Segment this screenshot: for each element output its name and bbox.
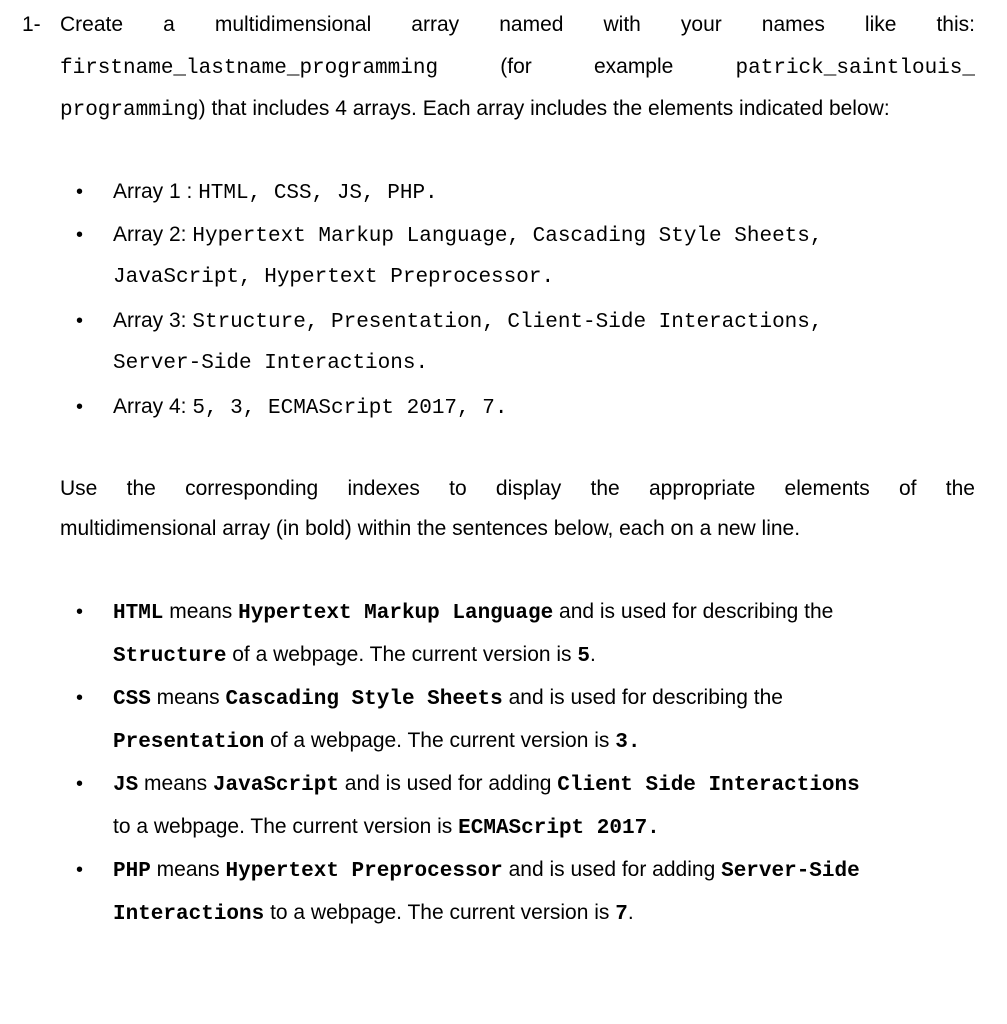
sentence-html [0,599,955,668]
intro-line-3-text: ) that includes 4 arrays. Each array includes the elements indicated below: [198,97,890,120]
sentence-css-line1 [113,685,955,711]
text: and is used for adding [502,858,722,881]
html-version: 5 [577,645,591,668]
instruction-paragraph [60,476,975,558]
js-version: ECMAScript 2017. [458,817,660,840]
intro-line-3 [60,96,975,122]
array-4-label: Array 4: [113,395,187,418]
bullet: • [76,310,84,332]
bullet: • [76,601,84,623]
php-version: 7 [615,903,628,926]
array-3-row [113,308,955,334]
sentence-css [0,685,955,754]
sentence-html-line2 [113,642,955,668]
array-1-elements: HTML, CSS, JS, PHP. [198,182,438,205]
array-3-elements-line2: Server-Side Interactions. [113,352,429,375]
php-role-cont: Interactions [113,903,265,926]
bullet: • [76,224,84,246]
js-full-name: JavaScript [212,774,339,797]
array-1-label: Array 1 : [113,180,193,203]
text: of a webpage. The current version is [226,643,578,666]
example-name-code: patrick_saintlouis_ [735,57,975,80]
instruction-line-1: Use the corresponding indexes to display the appropriate elements of the [60,477,975,500]
sentence-css-line2 [113,728,955,754]
sentence-js-line2 [113,814,955,840]
text: and is used for describing the [553,600,834,623]
instruction-line-2: multidimensional array (in bold) within the sentences below, each on a new line. [60,517,801,540]
text: means [150,858,226,881]
bullet: • [76,773,84,795]
text: . [627,901,634,924]
text: means [150,686,226,709]
js-abbr: JS [113,774,139,797]
html-role: Structure [113,645,227,668]
for-example-text: (for example [500,55,674,78]
array-2-elements-line1: Hypertext Markup Language, Cascading Style Sheets, [192,225,823,248]
array-3-label: Array 3: [113,309,187,332]
php-abbr: PHP [113,860,151,883]
sentence-php-line2 [113,900,955,926]
css-full-name: Cascading Style Sheets [225,688,503,711]
php-role: Server-Side [721,860,860,883]
sentence-php [0,857,955,926]
sentence-html-line1 [113,599,955,625]
example-name-code-end: programming [60,99,199,122]
array-2-item [0,222,955,291]
array-1-item [0,179,955,205]
php-full-name: Hypertext Preprocessor [225,860,503,883]
sentence-php-line1 [113,857,955,883]
question-intro [60,12,975,138]
text: and is used for adding [338,772,558,795]
html-full-name: Hypertext Markup Language [238,602,554,625]
bullet: • [76,181,84,203]
sentence-js [0,771,955,840]
array-4-elements: 5, 3, ECMAScript 2017, 7. [192,397,508,420]
sentence-js-line1 [113,771,955,797]
array-4-row [113,394,955,420]
sentence-list [0,599,955,926]
text: to a webpage. The current version is [113,815,459,838]
array-3-elements-line1: Structure, Presentation, Client-Side Interactions, [192,311,823,334]
text: means [138,772,213,795]
intro-line-2 [60,54,975,80]
question-number: 1- [22,13,41,36]
array-3-item [0,308,955,377]
bullet: • [76,859,84,881]
html-abbr: HTML [113,602,164,625]
array-1-row [113,179,955,205]
text: means [163,600,239,623]
bullet: • [76,396,84,418]
intro-line-1: Create a multidimensional array named with your names like this: [60,13,975,36]
text: of a webpage. The current version is [264,729,616,752]
array-list [0,179,955,420]
naming-pattern-code: firstname_lastname_programming [60,57,439,80]
text: to a webpage. The current version is [264,901,616,924]
css-role: Presentation [113,731,265,754]
array-2-elements-line2: JavaScript, Hypertext Preprocessor. [113,266,555,289]
array-4-item [0,394,955,420]
js-role: Client Side Interactions [557,774,860,797]
text: . [590,643,596,666]
css-version: 3. [615,731,641,754]
array-2-row [113,222,953,248]
text: and is used for describing the [502,686,783,709]
array-2-label: Array 2: [113,223,187,246]
bullet: • [76,687,84,709]
css-abbr: CSS [113,688,151,711]
